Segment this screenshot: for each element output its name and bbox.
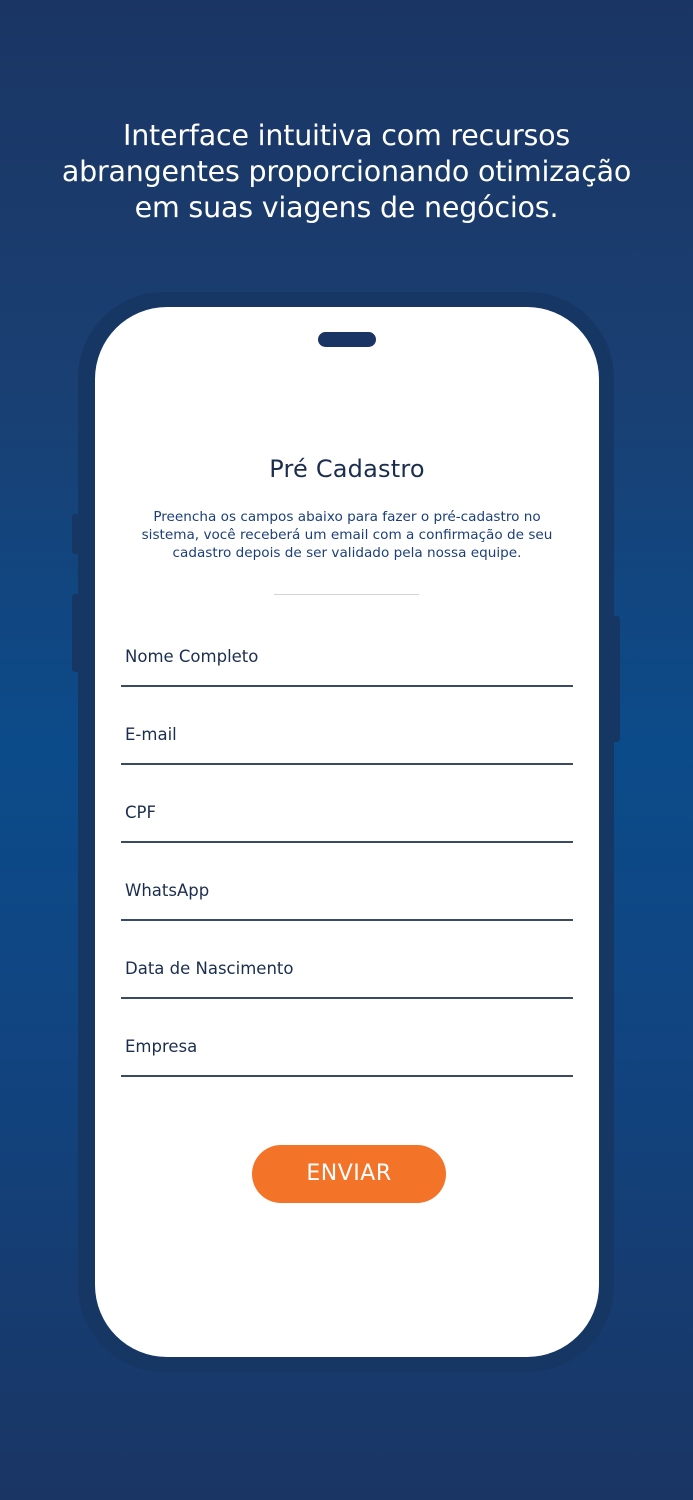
form-description-line-2: sistema, você receberá um email com a confirmação de seu [141, 527, 553, 543]
whatsapp-field[interactable] [121, 869, 573, 921]
cpf-field[interactable] [121, 791, 573, 843]
headline [0, 118, 693, 226]
phone-side-button-volume [72, 594, 80, 672]
full-name-placeholder: Nome Completo [125, 647, 259, 666]
birthdate-placeholder: Data de Nascimento [125, 959, 294, 978]
phone-notch [318, 332, 376, 347]
headline-line-3: em suas viagens de negócios. [134, 191, 559, 224]
form-title: Pré Cadastro [269, 455, 425, 483]
form-description [95, 508, 599, 562]
company-field[interactable] [121, 1025, 573, 1077]
email-field[interactable] [121, 713, 573, 765]
headline-line-2: abrangentes proporcionando otimização [61, 155, 632, 188]
form-description-line-3: cadastro depois de ser validado pela nossa equipe. [172, 545, 522, 561]
divider [274, 594, 419, 595]
phone-side-button-power [612, 616, 620, 742]
company-placeholder: Empresa [125, 1037, 198, 1056]
full-name-field[interactable] [121, 635, 573, 687]
form-description-line-1: Preencha os campos abaixo para fazer o pré-cadastro no [153, 509, 541, 525]
headline-line-1: Interface intuitiva com recursos [122, 119, 570, 152]
birthdate-field[interactable] [121, 947, 573, 999]
whatsapp-placeholder: WhatsApp [125, 881, 210, 900]
phone-side-button-silent [72, 514, 80, 554]
cpf-placeholder: CPF [125, 803, 156, 822]
phone-screen [95, 307, 599, 1357]
submit-button[interactable]: ENVIAR [252, 1145, 446, 1203]
email-placeholder: E-mail [125, 725, 177, 744]
